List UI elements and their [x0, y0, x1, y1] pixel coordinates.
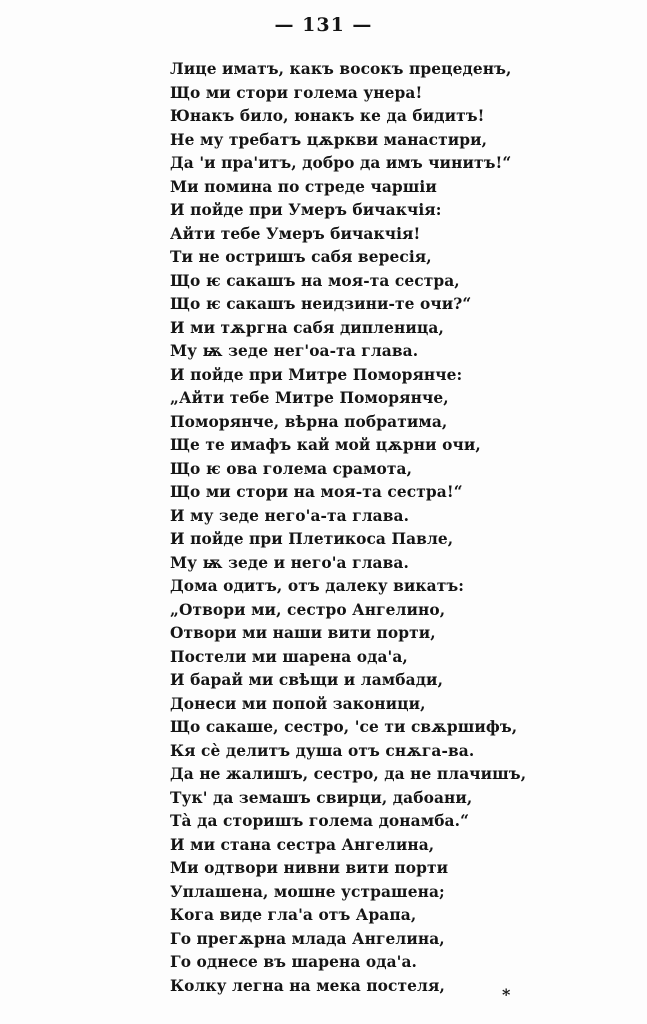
poem-line: И пойде при Умеръ бичакчія: [170, 201, 442, 219]
poem-line: И ми стана сестра Ангелина, [170, 835, 435, 854]
poem-line: Айти тебе Умеръ бичакчія! [170, 224, 421, 243]
poem-line: Що ѥ ова голема срамота, [170, 459, 413, 478]
poem-line: Ти не остришъ сабя вересія, [170, 248, 432, 266]
poem-line: Та̀ да сторишъ голема донамба.“ [170, 812, 470, 830]
poem-line: Що сакаше, сестро, 'се ти свѫршифъ, [170, 718, 518, 736]
poem-line: Що ѥ сакашъ на моя-та сестра, [170, 271, 460, 290]
poem-line: Ще те имафъ кай мой цѫрни очи, [170, 436, 481, 454]
poem-line: И пойде при Плетикоса Павле, [170, 530, 454, 548]
poem-line: Кя сѐ делитъ душа отъ снѫга-ва. [170, 741, 475, 760]
poem-line: Уплашена, мошне устрашена; [170, 882, 445, 901]
poem-line: И ми тѫргна сабя дипленица, [170, 318, 444, 337]
poem-line: Що ми стори голема унера! [170, 83, 423, 102]
poem-line: Го прегѫрна млада Ангелина, [170, 929, 445, 948]
poem-line: Не му требатъ цѫркви манастири, [170, 130, 488, 149]
poem-line: И му зеде него'а-та глава. [170, 506, 410, 525]
poem-line: Му ѭ зеде нег'оа-та глава. [170, 342, 419, 360]
poem-line: Да 'и пра'итъ, добро да имъ чинитъ!“ [170, 154, 512, 172]
signature-mark: * [502, 985, 511, 1004]
poem-line: Колку легна на мека постеля, [170, 976, 445, 995]
page-number: — 131 — [274, 14, 373, 36]
poem-line: Лице иматъ, какъ восокъ прецеденъ, [170, 60, 512, 78]
poem-text [170, 58, 526, 998]
poem-line: Що ми стори на моя-та сестра!“ [170, 483, 463, 501]
poem-line: Му ѭ зеде и него'а глава. [170, 553, 409, 572]
poem-line: „Айти тебе Митре Поморянче, [170, 389, 449, 407]
poem-line: Кога виде гла'а отъ Арапа, [170, 906, 417, 924]
poem-line: Юнакъ било, юнакъ ке да бидитъ! [170, 107, 485, 125]
poem-line: Дома одитъ, отъ далеку викатъ: [170, 577, 465, 595]
poem-line: И пойде при Митре Поморянче: [170, 365, 463, 384]
poem-line: Го однесе въ шарена ода'а. [170, 953, 418, 971]
poem-line: Ми помина по стреде чаршіи [170, 177, 437, 196]
poem-line: Донеси ми попой законици, [170, 694, 426, 713]
poem-line: И барай ми свѣщи и ламбади, [170, 671, 444, 689]
poem-line: Поморянче, вѣрна побратима, [170, 412, 448, 431]
poem-line: Що ѥ сакашъ неидзини-те очи?“ [170, 295, 472, 313]
poem-line: Тук' да земашъ свирци, дабоани, [170, 788, 473, 807]
poem-line: Да не жалишъ, сестро, да не плачишъ, [170, 765, 527, 783]
poem-line: Ми одтвори нивни вити порти [170, 859, 449, 877]
poem-line: Постели ми шарена ода'а, [170, 647, 408, 666]
poem-line: Отвори ми наши вити порти, [170, 624, 436, 642]
poem-line: „Отвори ми, сестро Ангелино, [170, 600, 446, 619]
